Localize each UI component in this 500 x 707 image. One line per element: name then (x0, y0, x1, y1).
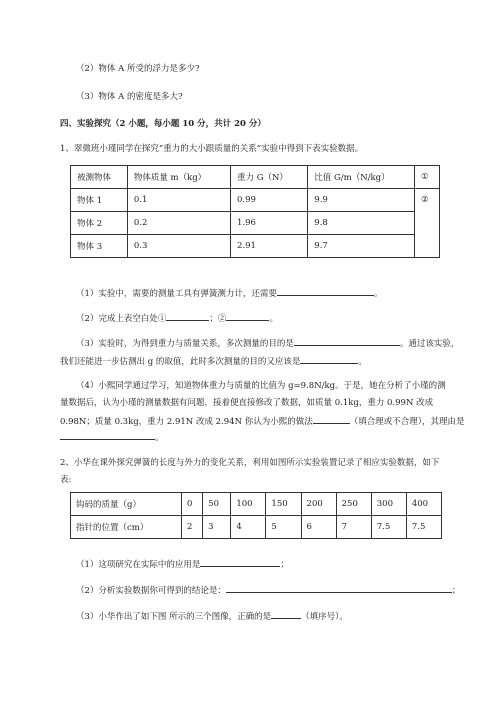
answer-blank[interactable] (226, 311, 269, 321)
table-cell: 50 (203, 493, 231, 516)
answer-blank[interactable] (277, 286, 374, 296)
table-cell: 0.99 (231, 189, 308, 212)
p1-sub-4-line2: 量数据后，认为小瑾的测量数据有问题，接着便直接修改了数据，如质量 0.1kg，重力 0.99N 改成 (60, 398, 434, 408)
table-row (71, 212, 440, 235)
table-cell: 0.2 (127, 212, 230, 235)
table-cell: 2 (182, 516, 203, 539)
p1-sub-3-line2: 我们还能进一步估测出 g 的取值，此时多次测量的目的又应该是 。 (60, 354, 367, 368)
table-cell: 7.5 (371, 516, 406, 539)
table-cell: 9.7 (308, 235, 415, 258)
gravity-table (70, 165, 440, 258)
answer-blank[interactable] (313, 414, 350, 424)
p1-sub-4-line1: （4）小熙同学通过学习，知道物体重力与质量的比值为 g=9.8N/kg。于是，她在分析了小瑾的测 (76, 381, 446, 391)
answer-blank[interactable] (271, 609, 301, 619)
table-cell: 9.9 (308, 189, 415, 212)
p2-sub-2: （2）分析实验数据你可得到的结论是： ； (76, 583, 460, 597)
p1-sub-4-line3: 0.98N；质量 0.3kg，重力 2.91N 改成 2.94N 你认为小熙的做法 （填合理或不合理），其理由是 (60, 414, 464, 428)
spring-table (70, 492, 442, 539)
table-cell: 6 (301, 516, 336, 539)
p1-sub-3-line1: （3）实验时，为得到重力与质量关系，多次测量的目的是 。通过该实验， (76, 336, 459, 350)
header-cell: 物体质量 m（kg） (127, 166, 230, 189)
p2-sub-3: （3）小华作出了如下图 所示的三个图像，正确的是 （填序号）。 (76, 609, 348, 623)
header-cell: 被测物体 (71, 166, 128, 189)
row-label: 指针的位置（cm） (71, 516, 182, 539)
table-cell: 1.96 (231, 212, 308, 235)
question-2: （2）物体 A 所受的浮力是多少? (76, 64, 200, 74)
table-row (71, 493, 442, 516)
table-cell: 100 (231, 493, 266, 516)
table-cell: 物体 3 (71, 235, 128, 258)
question-3: （3）物体 A 的密度是多大? (76, 92, 183, 102)
row-label: 钩码的质量（g） (71, 493, 182, 516)
table-cell: 9.8 (308, 212, 415, 235)
answer-blank[interactable] (300, 354, 358, 364)
answer-blank[interactable] (294, 336, 400, 346)
table-cell: 0.3 (127, 235, 230, 258)
table-cell: 物体 2 (71, 212, 128, 235)
table-cell: 150 (266, 493, 301, 516)
table-row (71, 516, 442, 539)
answer-blank[interactable] (60, 430, 155, 440)
table-cell: 3 (203, 516, 231, 539)
section-heading: 四、实验探究（2 小题，每小题 10 分，共计 20 分） (60, 119, 266, 129)
table-cell: 5 (266, 516, 301, 539)
header-cell: 重力 G（N） (231, 166, 308, 189)
table-cell: 200 (301, 493, 336, 516)
table-cell: 7 (336, 516, 371, 539)
p1-sub-1: （1）实验中，需要的测量工具有弹簧测力计，还需要 。 (76, 286, 382, 300)
table-cell: 2.91 (231, 235, 308, 258)
table-row (71, 235, 440, 258)
answer-blank[interactable] (166, 311, 209, 321)
p1-sub-4-line4: 。 (60, 430, 164, 444)
table-cell: 0.1 (127, 189, 230, 212)
table-cell: 250 (336, 493, 371, 516)
table-row (71, 189, 440, 212)
table-cell: 4 (231, 516, 266, 539)
p2-sub-1: （1）这项研究在实际中的应用是 ； (76, 557, 289, 571)
p1-sub-2: （2）完成上表空白处① ；② 。 (76, 311, 278, 325)
problem-2-intro-line1: 2、小华在课外探究弹簧的长度与外力的变化关系，利用如图所示实验装置记录了相应实验数据，如下 (60, 458, 440, 468)
table-cell: 400 (406, 493, 441, 516)
table-cell: 物体 1 (71, 189, 128, 212)
header-cell: 比值 G/m（N/kg） (308, 166, 415, 189)
merged-cell: ② (415, 189, 440, 258)
table-cell: 0 (182, 493, 203, 516)
table-header-row (71, 166, 440, 189)
problem-2-intro-line2: 表: (60, 475, 72, 485)
table-cell: 300 (371, 493, 406, 516)
table-cell: 7.5 (406, 516, 441, 539)
answer-blank[interactable] (226, 583, 452, 593)
problem-1-intro: 1、翠微班小瑾同学在探究“重力的大小跟质量的关系”实验中得到下表实验数据。 (60, 144, 364, 154)
answer-blank[interactable] (200, 557, 280, 567)
header-cell: ① (415, 166, 440, 189)
